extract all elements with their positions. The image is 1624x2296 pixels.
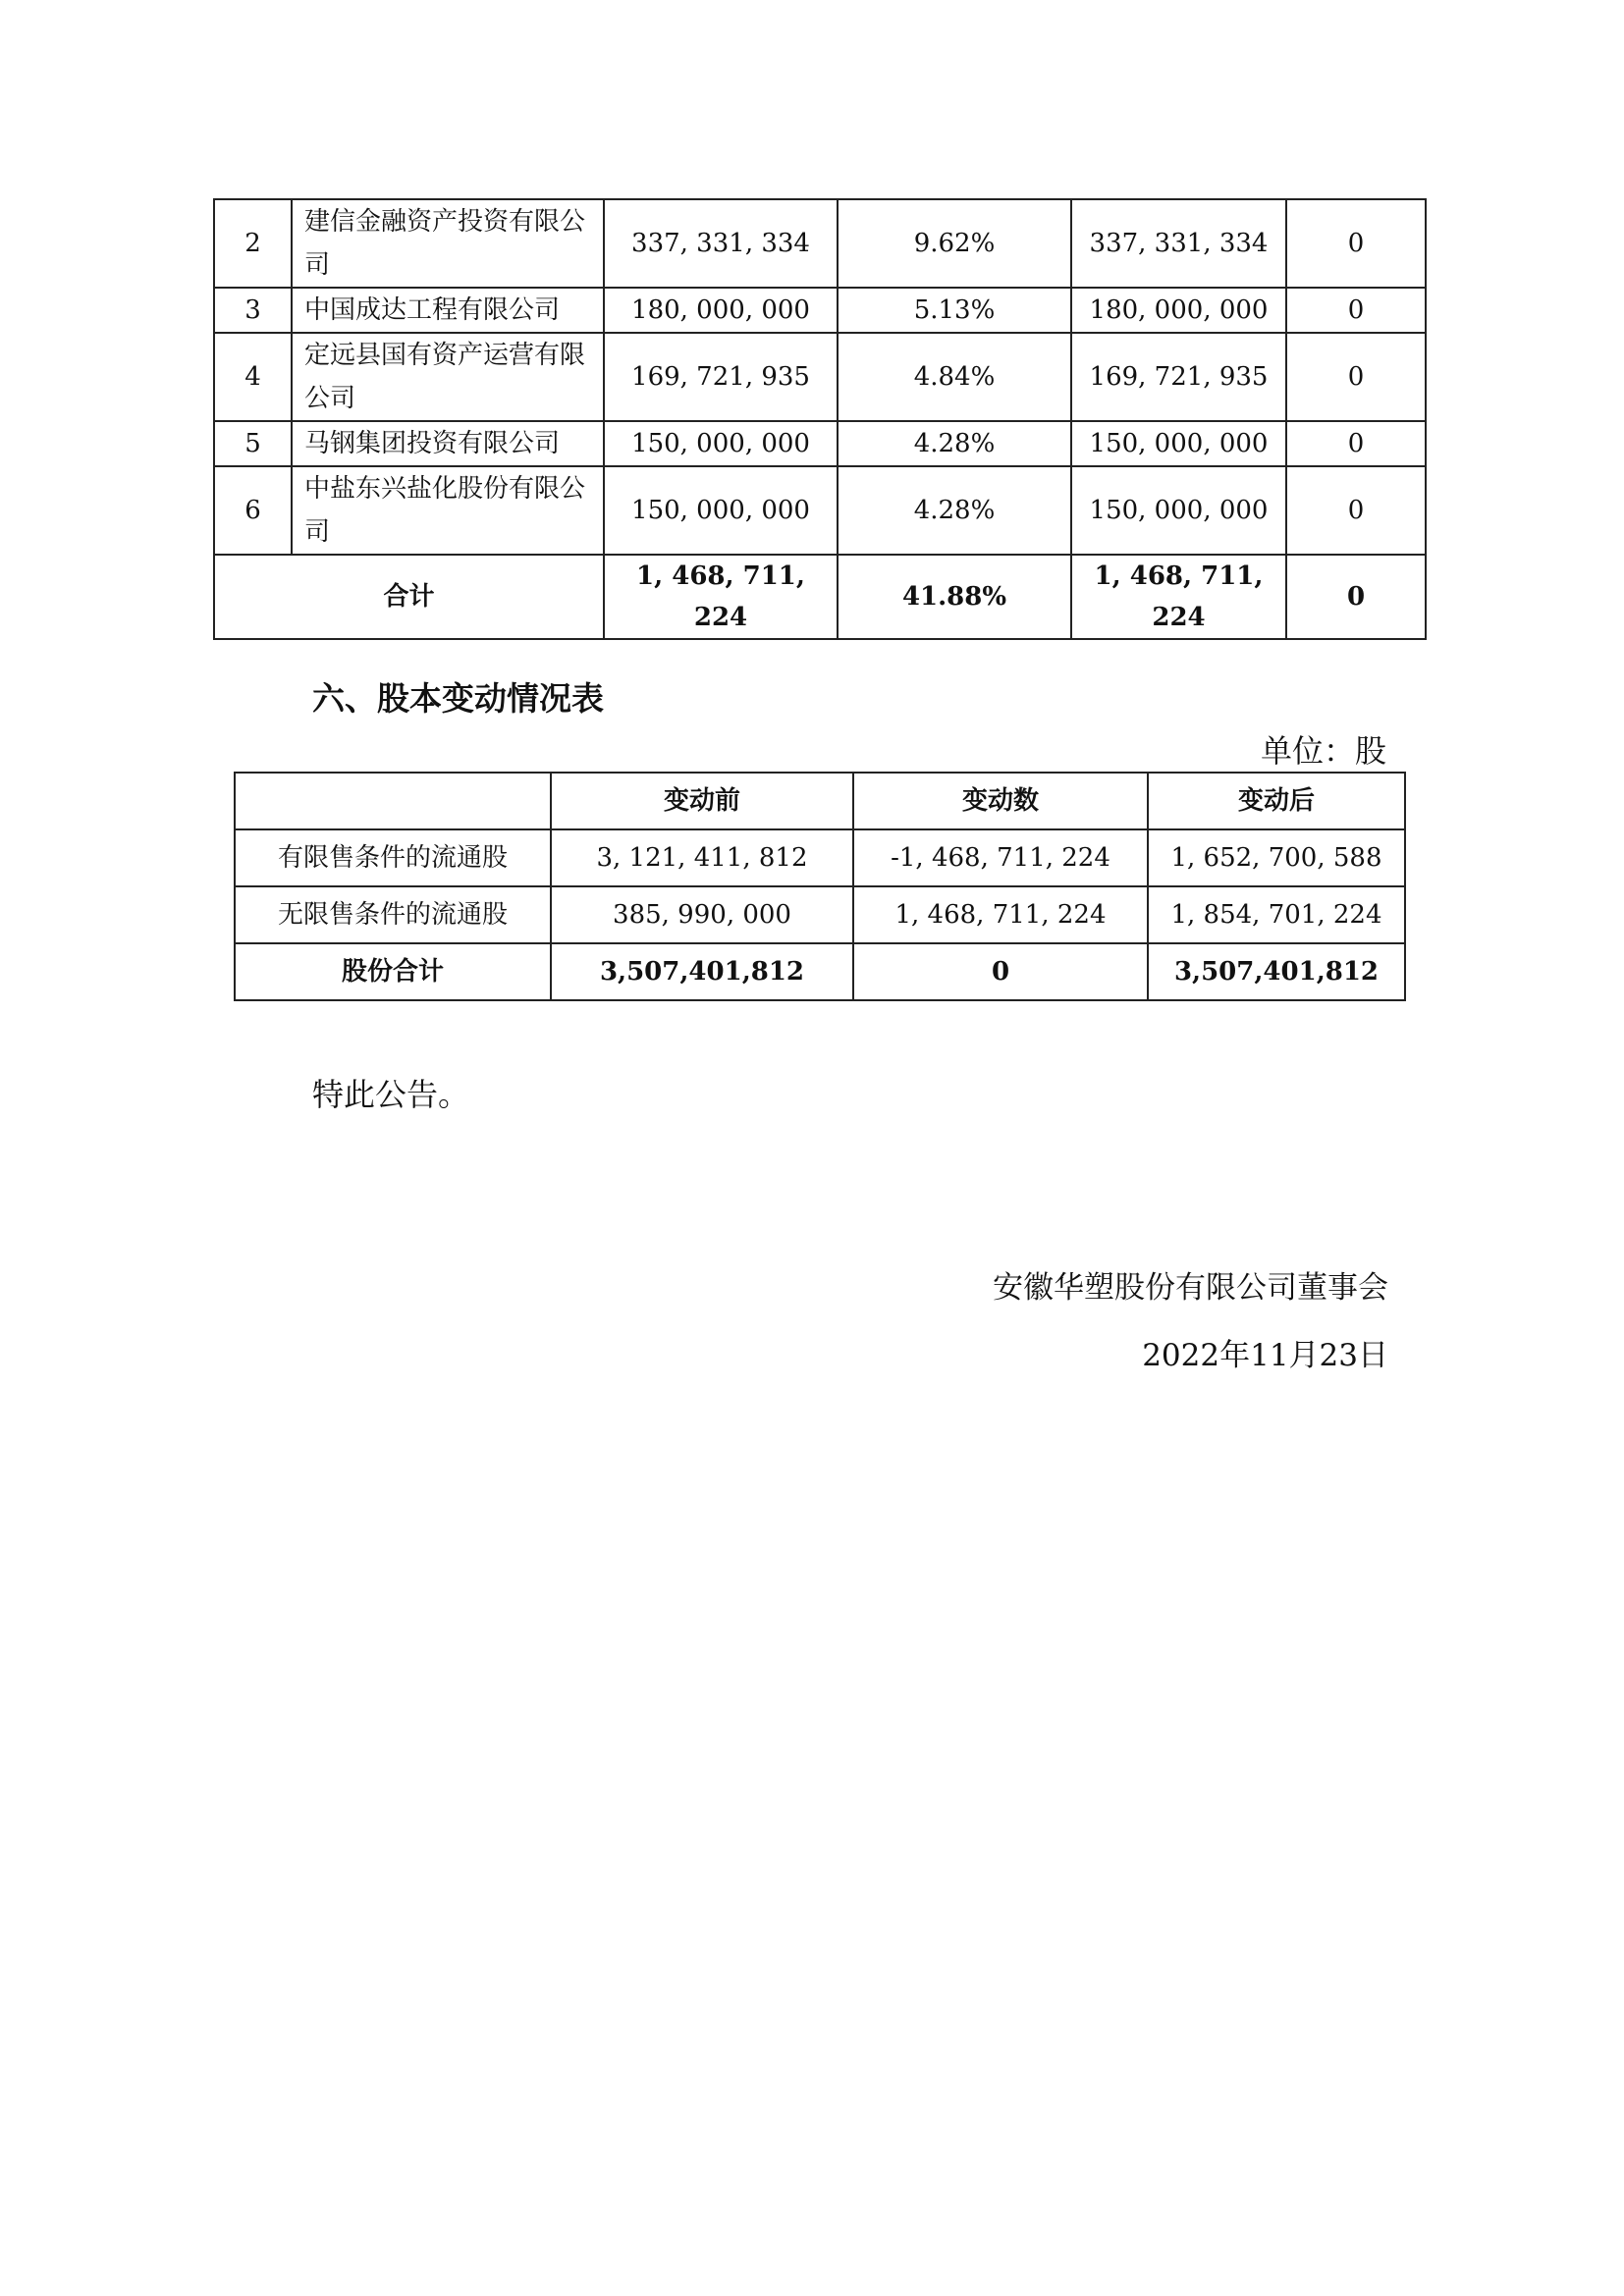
total-after: 3,507,401,812 xyxy=(1148,943,1405,1000)
row-number: 2 xyxy=(214,199,292,288)
holder-name: 马钢集团投资有限公司 xyxy=(292,421,604,466)
value-after: 1, 652, 700, 588 xyxy=(1148,829,1405,886)
value-after: 1, 854, 701, 224 xyxy=(1148,886,1405,943)
unit-label: 单位：股 xyxy=(1260,732,1386,770)
shares-listed: 180, 000, 000 xyxy=(1071,288,1286,333)
shares-held: 150, 000, 000 xyxy=(604,466,838,555)
total-change: 0 xyxy=(853,943,1148,1000)
shares-held: 180, 000, 000 xyxy=(604,288,838,333)
shares-remaining: 0 xyxy=(1286,199,1426,288)
total-shares: 1, 468, 711, 224 xyxy=(604,555,838,639)
total-label: 合计 xyxy=(214,555,604,639)
shares-remaining: 0 xyxy=(1286,333,1426,421)
document-date: 2022年11月23日 xyxy=(1142,1338,1388,1373)
total-percent: 41.88% xyxy=(838,555,1071,639)
row-label: 有限售条件的流通股 xyxy=(235,829,551,886)
table-row xyxy=(214,288,1426,333)
shares-held: 150, 000, 000 xyxy=(604,421,838,466)
share-percent: 5.13% xyxy=(838,288,1071,333)
holder-name: 建信金融资产投资有限公司 xyxy=(292,199,604,288)
row-number: 6 xyxy=(214,466,292,555)
table-row xyxy=(214,199,1426,288)
value-change: 1, 468, 711, 224 xyxy=(853,886,1148,943)
table-row xyxy=(214,333,1426,421)
value-change: -1, 468, 711, 224 xyxy=(853,829,1148,886)
table-row xyxy=(235,886,1405,943)
shares-remaining: 0 xyxy=(1286,421,1426,466)
total-row xyxy=(214,555,1426,639)
shares-held: 169, 721, 935 xyxy=(604,333,838,421)
value-before: 3, 121, 411, 812 xyxy=(551,829,853,886)
header-row xyxy=(235,773,1405,829)
total-listed: 1, 468, 711, 224 xyxy=(1071,555,1286,639)
total-label: 股份合计 xyxy=(235,943,551,1000)
share-percent: 4.28% xyxy=(838,466,1071,555)
shares-remaining: 0 xyxy=(1286,288,1426,333)
header-change: 变动数 xyxy=(853,773,1148,829)
total-before: 3,507,401,812 xyxy=(551,943,853,1000)
share-change-table xyxy=(234,772,1406,1001)
row-number: 5 xyxy=(214,421,292,466)
share-percent: 4.28% xyxy=(838,421,1071,466)
row-number: 4 xyxy=(214,333,292,421)
total-row xyxy=(235,943,1405,1000)
shares-listed: 150, 000, 000 xyxy=(1071,421,1286,466)
holder-name: 中国成达工程有限公司 xyxy=(292,288,604,333)
header-after: 变动后 xyxy=(1148,773,1405,829)
header-blank xyxy=(235,773,551,829)
section-heading: 六、股本变动情况表 xyxy=(312,679,604,718)
table-row xyxy=(235,829,1405,886)
value-before: 385, 990, 000 xyxy=(551,886,853,943)
shares-listed: 337, 331, 334 xyxy=(1071,199,1286,288)
share-percent: 9.62% xyxy=(838,199,1071,288)
shares-remaining: 0 xyxy=(1286,466,1426,555)
share-percent: 4.84% xyxy=(838,333,1071,421)
table-row xyxy=(214,466,1426,555)
header-before: 变动前 xyxy=(551,773,853,829)
signer: 安徽华塑股份有限公司董事会 xyxy=(993,1270,1388,1306)
table-row xyxy=(214,421,1426,466)
shares-held: 337, 331, 334 xyxy=(604,199,838,288)
shareholder-table xyxy=(213,198,1427,640)
row-label: 无限售条件的流通股 xyxy=(235,886,551,943)
holder-name: 中盐东兴盐化股份有限公司 xyxy=(292,466,604,555)
shares-listed: 150, 000, 000 xyxy=(1071,466,1286,555)
closing-text: 特此公告。 xyxy=(312,1076,470,1113)
total-remaining: 0 xyxy=(1286,555,1426,639)
holder-name: 定远县国有资产运营有限公司 xyxy=(292,333,604,421)
shares-listed: 169, 721, 935 xyxy=(1071,333,1286,421)
row-number: 3 xyxy=(214,288,292,333)
